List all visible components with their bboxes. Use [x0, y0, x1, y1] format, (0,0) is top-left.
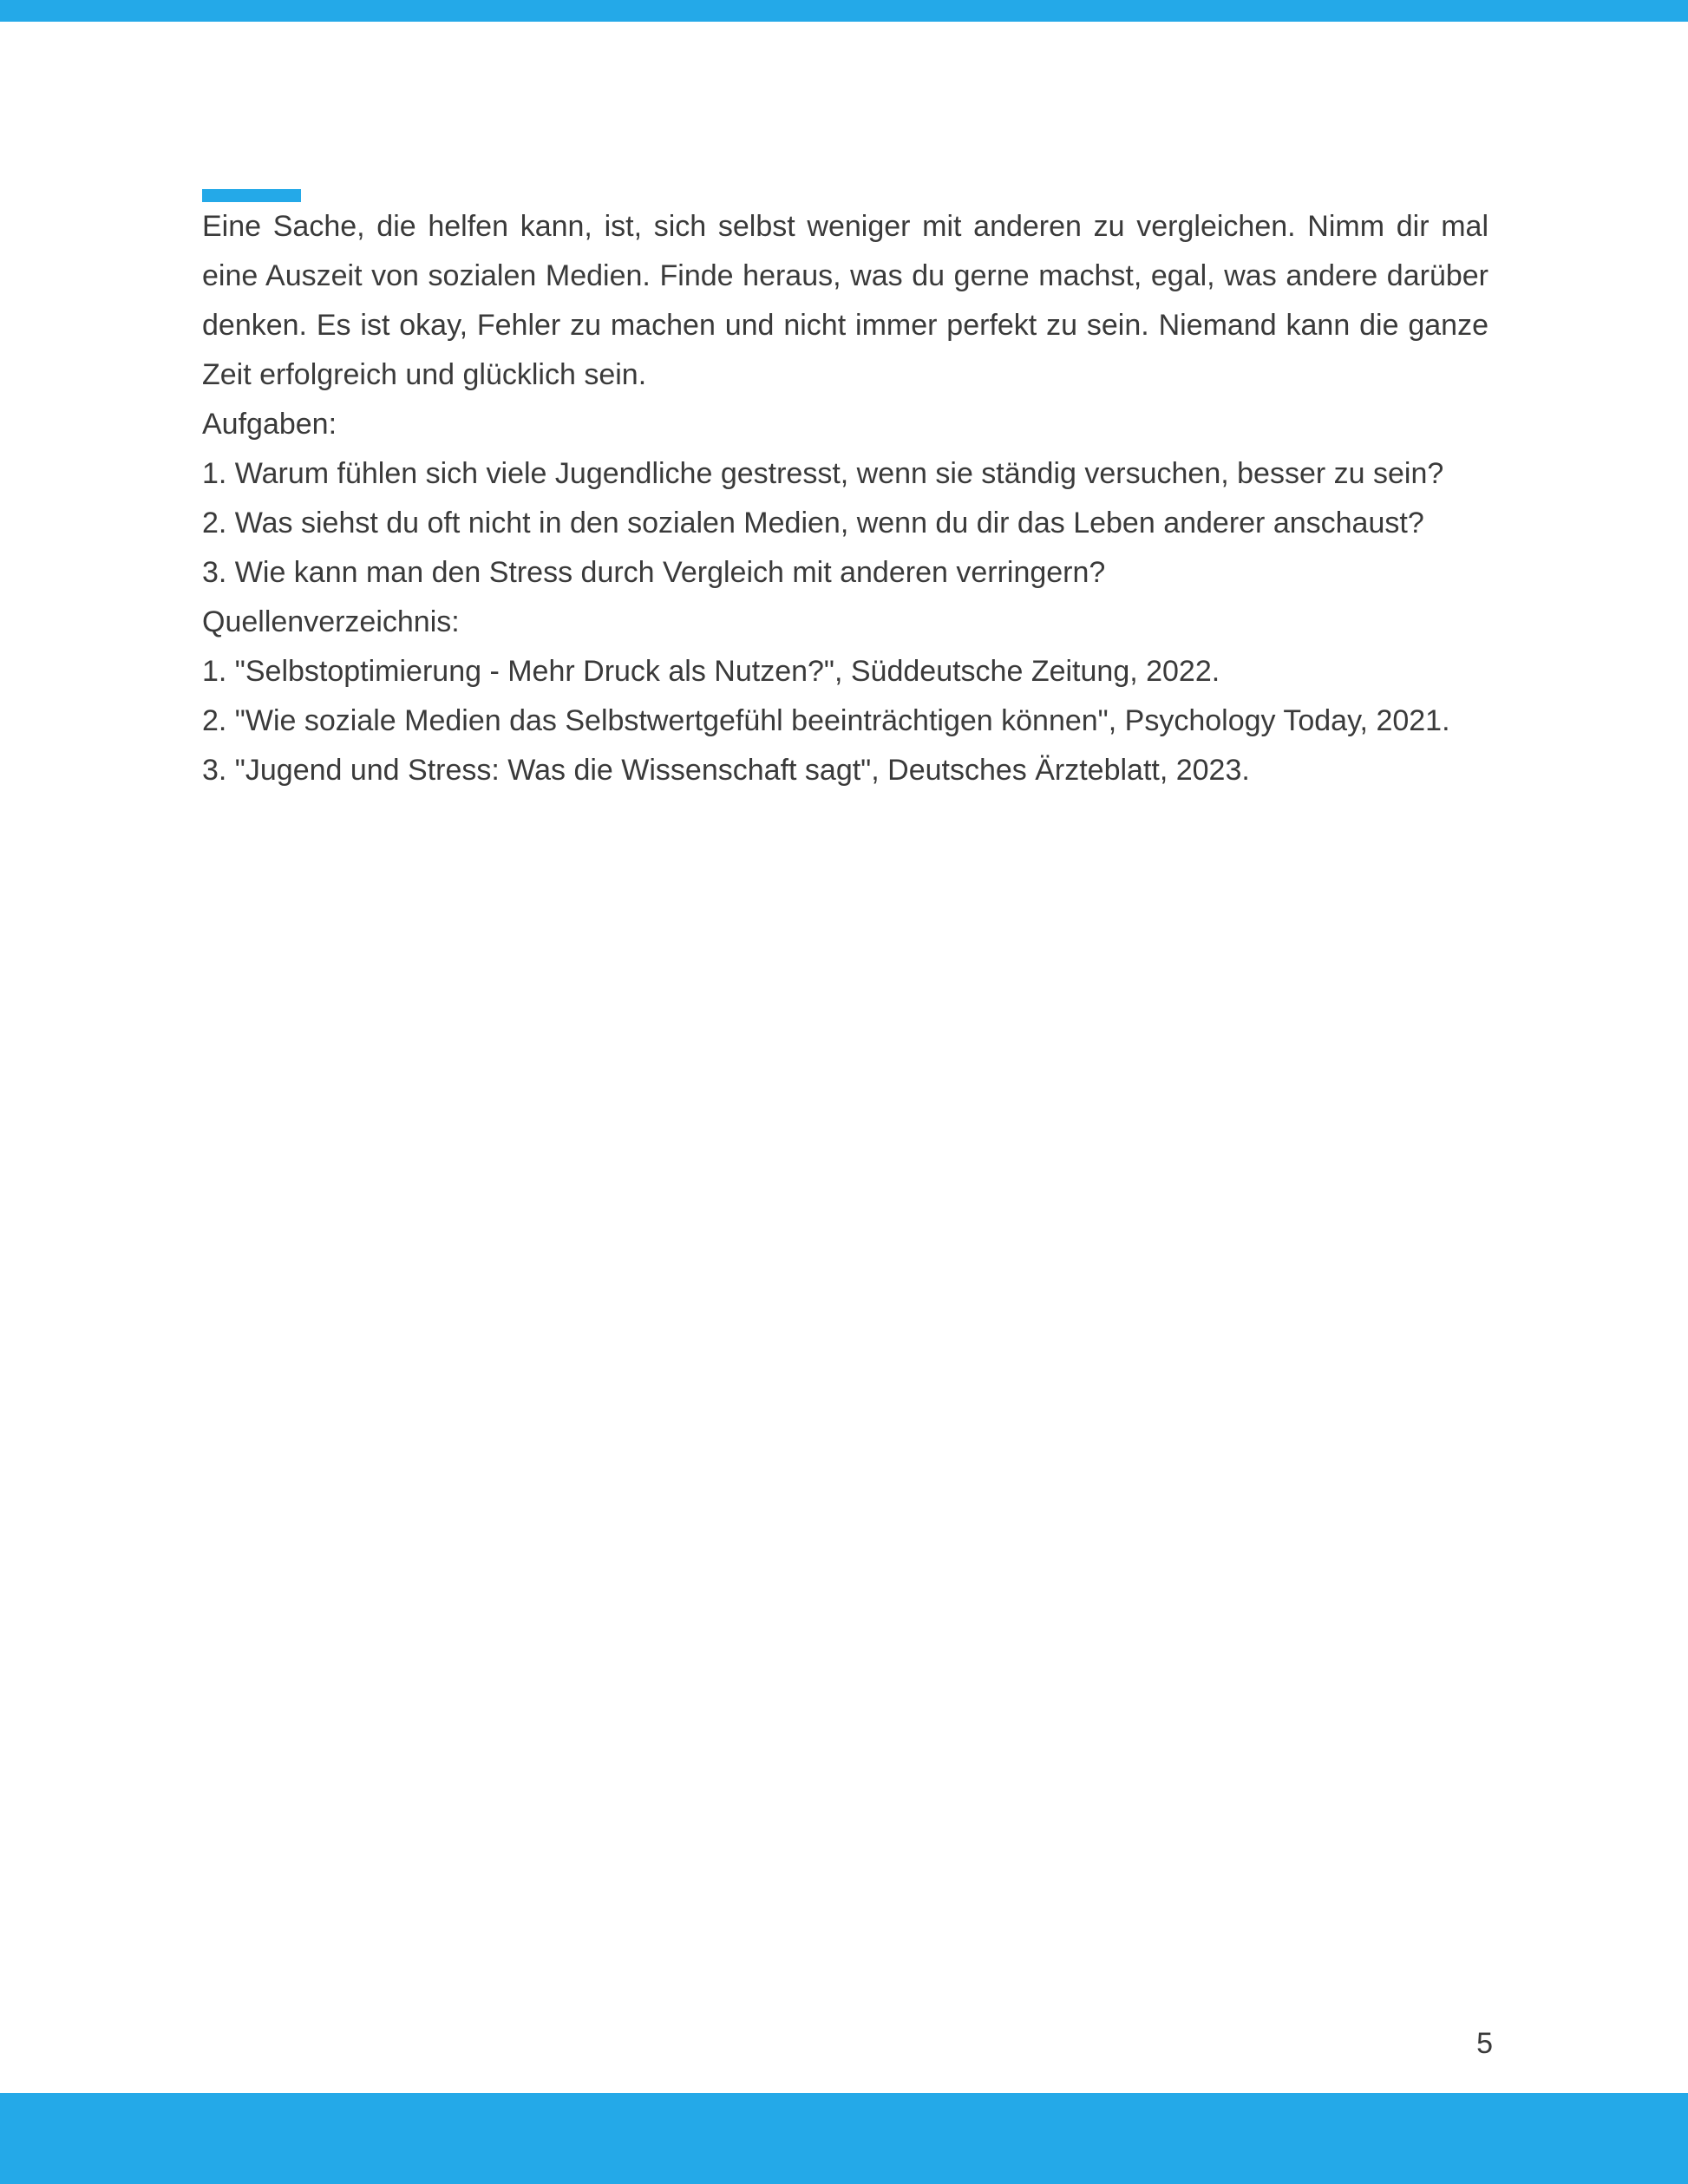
task-item-1: 1. Warum fühlen sich viele Jugendliche gestresst, wenn sie ständig versuchen, besser zu sein?	[202, 457, 1444, 490]
sources-heading: Quellenverzeichnis:	[202, 605, 460, 638]
source-item-2: 2. "Wie soziale Medien das Selbstwertgefühl beeinträchtigen können", Psychology Today, 2021.	[202, 704, 1450, 737]
task-item-3: 3. Wie kann man den Stress durch Vergleich mit anderen verringern?	[202, 556, 1106, 589]
source-item-1: 1. "Selbstoptimierung - Mehr Druck als Nutzen?", Süddeutsche Zeitung, 2022.	[202, 655, 1220, 688]
page-content	[202, 189, 1488, 795]
intro-paragraph: Eine Sache, die helfen kann, ist, sich selbst weniger mit anderen zu vergleichen. Nimm dir mal eine Auszeit von sozialen Medien. Finde heraus, was du gerne machst, egal, was andere darüber denken. Es ist okay, Fehler zu machen und nicht immer perfekt zu sein. Niemand kann die ganze Zeit erfolgreich und glücklich sein.	[202, 210, 1488, 391]
page-number: 5	[1476, 2027, 1493, 2060]
tasks-heading: Aufgaben:	[202, 408, 337, 441]
bottom-accent-bar	[0, 2093, 1688, 2184]
accent-dash	[202, 189, 301, 202]
top-accent-bar	[0, 0, 1688, 22]
source-item-3: 3. "Jugend und Stress: Was die Wissenschaft sagt", Deutsches Ärzteblatt, 2023.	[202, 754, 1250, 787]
task-item-2: 2. Was siehst du oft nicht in den sozialen Medien, wenn du dir das Leben anderer anschaust?	[202, 507, 1424, 539]
